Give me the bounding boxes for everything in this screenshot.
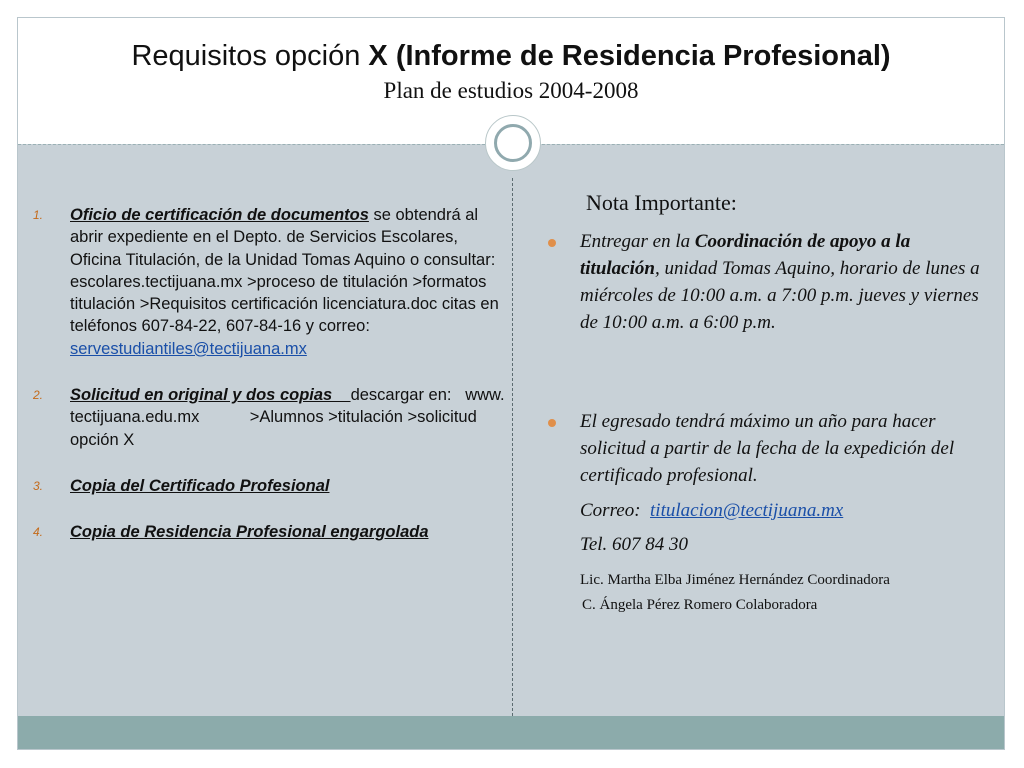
list-number: 3. <box>33 478 44 493</box>
list-number: 1. <box>33 208 44 222</box>
list-item-title: Oficio de certificación de documentos <box>70 206 369 224</box>
phone-line: Tel. 607 84 30 <box>580 534 689 555</box>
email-link[interactable]: servestudiantiles@tectijuana.mx <box>70 339 307 358</box>
bullet-dot-icon <box>548 239 556 247</box>
coordinator-name: Lic. Martha Elba Jiménez Hernández Coordinadora <box>580 572 890 588</box>
column-divider <box>512 178 513 716</box>
note-text-bold: Coordinación de apoyo a la titulación <box>580 231 911 279</box>
list-item-text: descargar en: www. tectijuana.edu.mx >Alumnos >titulación >solicitud opción X <box>70 386 510 449</box>
decorative-ring <box>494 124 532 162</box>
list-item <box>33 521 511 543</box>
list-item-title: Solicitud en original y dos copias <box>70 386 351 405</box>
bullet-dot-icon <box>548 419 556 427</box>
correo-link[interactable]: titulacion@tectijuana.mx <box>650 500 844 521</box>
notes-heading: Nota Importante: <box>586 190 737 215</box>
slide-title <box>18 40 1004 73</box>
list-item <box>33 384 511 451</box>
list-item-title: Copia de Residencia Profesional engargolada <box>70 523 429 542</box>
slide-subtitle: Plan de estudios 2004-2008 <box>383 78 639 103</box>
note-text-pre: Entregar en la <box>580 231 695 252</box>
list-item <box>33 475 511 497</box>
list-item-title: Copia del Certificado Profesional <box>70 476 330 495</box>
title-bold: X (Informe de Residencia Profesional) <box>368 40 891 72</box>
decorative-circle-icon <box>485 115 541 171</box>
note-text <box>580 228 990 336</box>
list-number: 2. <box>33 388 44 403</box>
list-number: 4. <box>33 525 44 540</box>
correo-line <box>580 500 843 522</box>
list-item <box>33 204 511 360</box>
footer-bar <box>18 716 1004 749</box>
correo-label: Correo: <box>580 500 641 521</box>
requirements-list <box>33 204 511 544</box>
slide-frame <box>17 17 1005 750</box>
title-prefix: Requisitos opción <box>131 40 361 72</box>
list-item-text: se obtendrá al abrir expediente en el Depto. de Servicios Escolares, Oficina Titulación, de la Unidad Tomas Aquino o consultar: escolares.tectijuana.mx >proceso de titulación >formatos titulación >Requisitos certificación licenciatura.doc citas en teléfonos 607-84-22, 607-84-16 y correo: <box>70 206 499 336</box>
note-text: El egresado tendrá máximo un año para hacer solicitud a partir de la fecha de la expedición del certificado profesional. <box>580 411 955 486</box>
note-text-post: , unidad Tomas Aquino, horario de lunes a miércoles de 10:00 a.m. a 7:00 p.m. jueves y viernes de 10:00 a.m. a 6:00 p.m. <box>580 258 980 333</box>
collaborator-name: C. Ángela Pérez Romero Colaboradora <box>582 597 818 613</box>
